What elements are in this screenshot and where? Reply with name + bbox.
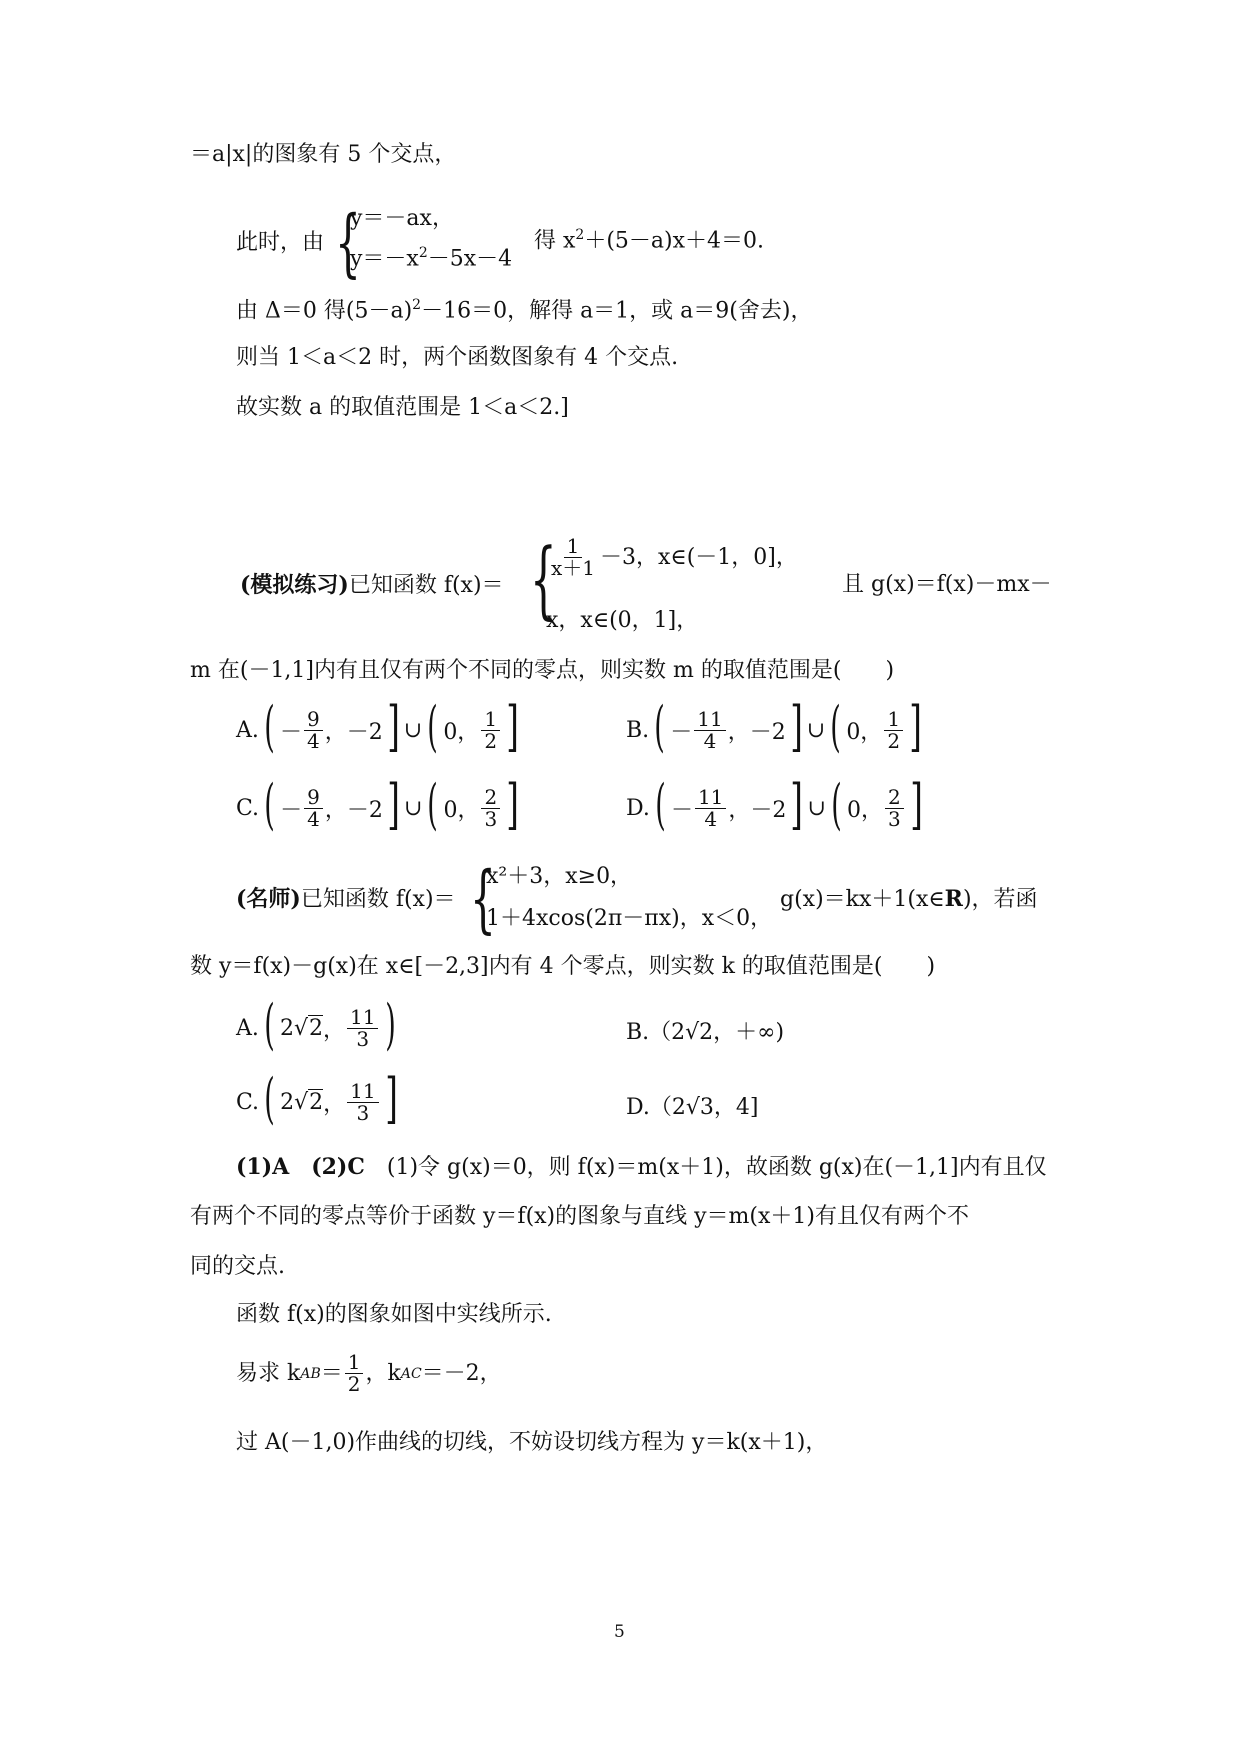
problem1-intro: [240, 574, 504, 597]
text-line: [236, 232, 324, 254]
text-line: 则当 1＜a＜2 时，两个函数图象有 4 个交点.: [236, 345, 679, 370]
problem-tag: (模拟练习): [240, 572, 349, 598]
brace-symbol: {: [335, 200, 361, 286]
fraction: $\frac{2}{3}$: [885, 787, 904, 830]
text-fragment: 2: [279, 1015, 294, 1041]
text-fragment: )，若函: [962, 887, 1038, 912]
option-a[interactable]: A. ( － $\frac{9}{4}$ ，－2 ] ∪ ( 0， $\frac{1}{2}$ ]: [236, 695, 519, 758]
paren-icon: ): [385, 993, 397, 1056]
option-label: B.: [626, 717, 650, 743]
fraction: $\frac{11}{3}$: [347, 1007, 378, 1050]
text-line: 由 Δ＝0 得$(5-a)^2-16=0$，解得 a＝1，或 a＝9(舍去)，: [236, 297, 813, 324]
paren-icon: (: [264, 1067, 275, 1130]
option-b[interactable]: B.（2√2，＋∞): [626, 1020, 785, 1045]
fraction: $\frac{1}{2}$: [345, 1352, 364, 1395]
option-label: C.: [236, 795, 260, 821]
brace-symbol: {: [470, 856, 496, 942]
option-c[interactable]: C. ( － $\frac{9}{4}$ ，－2 ] ∪ ( 0， $\frac{2}{3}$ ]: [236, 773, 520, 836]
paren-icon: (: [831, 773, 842, 836]
paren-icon: (: [654, 695, 665, 758]
option-label: A.: [236, 1015, 259, 1041]
text-fragment: (1)令 g(x)＝0，则 f(x)＝m(x＋1)，故函数 g(x)在(－1,1]内有且仅: [386, 1155, 1047, 1180]
text-fragment: ，k: [365, 1360, 401, 1386]
answer-label: (1)A: [236, 1154, 290, 1180]
text-line: 故实数 a 的取值范围是 1＜a＜2.]: [236, 395, 569, 420]
text-fragment: g(x)＝kx＋1(x∈: [780, 887, 945, 912]
text-fragment: 易求 k: [236, 1360, 301, 1386]
paren-icon: (: [264, 993, 275, 1056]
text-line: ＝a|x|的图象有 5 个交点，: [190, 142, 457, 167]
text-line: 得 $x^2+(5-a)x+4=0$.: [534, 227, 765, 254]
paren-icon: (: [655, 773, 666, 836]
fraction: $\frac{11}{4}$: [695, 787, 726, 830]
bracket-icon: ]: [387, 773, 400, 836]
fraction: $\frac{9}{4}$: [304, 709, 323, 752]
text-fragment: y＝－x: [350, 246, 419, 272]
text-fragment: R: [944, 886, 963, 912]
fraction: $\frac{1}{2}$: [481, 709, 500, 752]
bracket-icon: ]: [789, 695, 803, 758]
brace-symbol: {: [530, 530, 557, 628]
text-fragment: －3，x∈(－1，0]，: [600, 544, 798, 570]
paren-icon: (: [427, 773, 439, 836]
fraction: $\frac{1}{2}$: [884, 709, 903, 752]
text-line: 数 y＝f(x)－g(x)在 x∈[－2,3]内有 4 个零点，则实数 k 的取值范围是( ): [190, 954, 936, 979]
text-line: 且 g(x)＝f(x)－mx－: [842, 572, 1052, 597]
text-fragment: ＋(5－a)x＋4＝0.: [584, 228, 765, 254]
solution-line: [236, 1156, 1047, 1179]
text-line: [780, 888, 1038, 911]
fraction: $\frac{11}{4}$: [694, 709, 725, 752]
answer-label: (2)C: [311, 1154, 365, 1180]
solution-line: 过 A(－1,0)作曲线的切线，不妨设切线方程为 y＝k(x＋1)，: [236, 1430, 828, 1455]
bracket-icon: ]: [386, 695, 400, 758]
radicand: 2: [309, 1016, 323, 1041]
text-fragment: 已知函数 f(x)＝: [300, 887, 456, 912]
option-b[interactable]: B. ( － $\frac{11}{4}$ ，－2 ] ∪ ( 0， $\frac{1}{2}$ ]: [626, 695, 922, 758]
piecewise-case-1: [546, 536, 798, 579]
option-d[interactable]: D.（2√3，4]: [626, 1095, 759, 1120]
fraction: $\frac{1}{x+1}$: [551, 534, 596, 580]
subscript: AC: [400, 1365, 422, 1382]
bracket-icon: ]: [909, 773, 923, 836]
text-fragment: 2: [280, 1089, 295, 1115]
fraction: $\frac{2}{3}$: [481, 787, 500, 830]
problem2-intro: [236, 888, 456, 911]
text-line: m 在(－1,1]内有且仅有两个不同的零点，则实数 m 的取值范围是( ): [190, 658, 895, 683]
page-number: 5: [614, 1622, 625, 1642]
paren-icon: (: [264, 695, 275, 758]
problem-tag: (名师): [236, 886, 301, 912]
solution-line: 有两个不同的零点等价于函数 y＝f(x)的图象与直线 y＝m(x＋1)有且仅有两个不: [190, 1204, 969, 1229]
bracket-icon: ]: [506, 695, 519, 758]
bracket-icon: ]: [506, 773, 520, 836]
solution-line: [236, 1352, 502, 1395]
solution-line: 函数 f(x)的图象如图中实线所示.: [236, 1302, 552, 1327]
paren-icon: (: [264, 773, 275, 836]
text-fragment: 此时，由: [236, 230, 325, 255]
bracket-icon: ]: [909, 695, 922, 758]
text-fragment: －5x－4: [427, 246, 513, 272]
option-a[interactable]: A. ( 2 √ 2 ， $\frac{11}{3}$ ): [236, 993, 397, 1056]
option-d[interactable]: D. ( － $\frac{11}{4}$ ，－2 ] ∪ ( 0， $\frac{2}{3}$ ]: [626, 773, 923, 836]
text-fragment: 得 x: [534, 228, 576, 254]
option-label: A.: [236, 717, 259, 743]
piecewise-case-2: 1＋4xcos(2π－πx)，x＜0，: [486, 906, 773, 931]
fraction: $\frac{11}{3}$: [347, 1081, 378, 1124]
bracket-icon: ]: [384, 1067, 398, 1130]
piecewise-case-2: x，x∈(0，1]，: [546, 608, 699, 633]
paren-icon: (: [427, 695, 439, 758]
text-fragment: ＝: [320, 1360, 343, 1386]
system-equation-2: $y=-x^2-5x-4$: [350, 245, 513, 272]
text-fragment: 已知函数 f(x)＝: [348, 573, 504, 598]
option-label: C.: [236, 1089, 260, 1115]
bracket-icon: ]: [790, 773, 804, 836]
text-fragment: ＝－2，: [421, 1360, 502, 1386]
paren-icon: (: [830, 695, 842, 758]
option-label: D.: [626, 795, 650, 821]
option-c[interactable]: C. ( 2 √ 2 ， $\frac{11}{3}$ ]: [236, 1067, 398, 1130]
piecewise-case-1: x²＋3，x≥0，: [486, 864, 633, 889]
system-equation-1: y＝－ax，: [350, 206, 454, 231]
solution-line: 同的交点.: [190, 1254, 285, 1279]
fraction: $\frac{9}{4}$: [304, 787, 323, 830]
text-fragment: －16＝0，解得 a＝1，或 a＝9(舍去)，: [421, 298, 813, 324]
text-fragment: 由 Δ＝0 得(5－a): [236, 298, 413, 324]
subscript: AB: [300, 1365, 321, 1382]
radicand: 2: [309, 1090, 324, 1115]
